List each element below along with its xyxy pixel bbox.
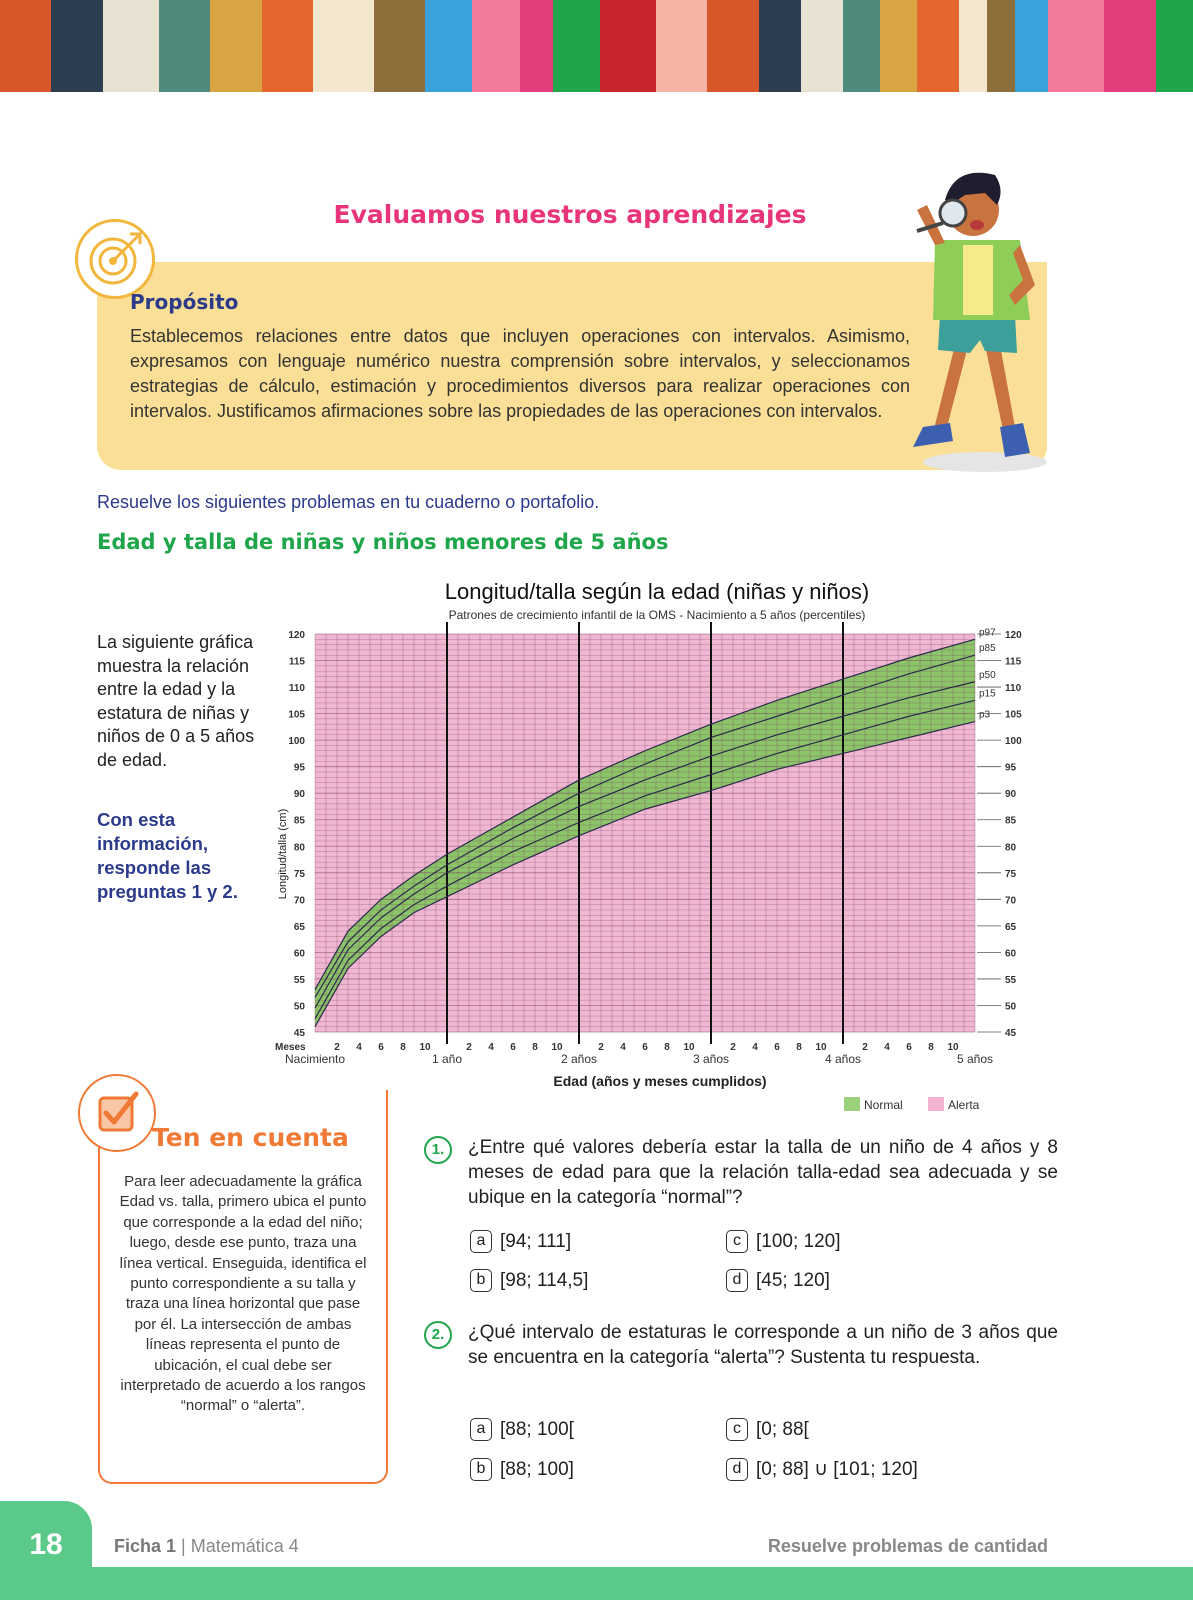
option-text: [100; 120] <box>756 1230 841 1252</box>
x-year-label: 4 años <box>824 1052 862 1066</box>
banner-stripe <box>1156 0 1193 92</box>
tip-text: Para leer adecuadamente la gráfica Edad vs. talla, primero ubica el punto que corresponde a la edad del niño; luego, desde ese punto, traza una línea vertical. Enseguida, identifica el punto correspondiente a su talla y traza una línea horizontal que pase por él. La intersección de ambas líneas representa el punto de ubicación, el cual debe ser interpretado de acuerdo a los rangos “normal” o “alerta”. <box>119 1173 367 1415</box>
banner-stripe <box>801 0 843 92</box>
percentile-label: p50 <box>979 669 996 681</box>
banner-stripe <box>51 0 102 92</box>
x-month-tick-label: 2 <box>598 1042 604 1053</box>
y-tick-label-right: 55 <box>1005 974 1017 986</box>
banner-stripe <box>553 0 600 92</box>
footer-ficha: Ficha 1 | Matemática 4 <box>114 1536 299 1556</box>
x-month-tick-label: 10 <box>683 1042 695 1053</box>
banner-stripe <box>759 0 801 92</box>
x-month-tick-label: 4 <box>752 1042 758 1053</box>
y-tick-label-left: 50 <box>293 1001 305 1013</box>
x-year-label: Nacimiento <box>284 1052 346 1066</box>
banner-stripe <box>917 0 959 92</box>
x-month-tick-label: 2 <box>334 1042 340 1053</box>
q2-option-d[interactable] <box>726 1458 918 1481</box>
y-tick-label-left: 120 <box>288 630 305 641</box>
option-text: [88; 100] <box>500 1458 574 1480</box>
y-tick-label-left: 65 <box>293 921 305 933</box>
banner-stripe <box>600 0 656 92</box>
option-text: [0; 88[ <box>756 1418 809 1440</box>
growth-chart <box>255 572 1045 1120</box>
question-2-text: ¿Qué intervalo de estaturas le corresponde a un niño de 3 años que se encuentra en la categoría “alerta”? Sustenta tu respuesta. <box>468 1322 1058 1368</box>
intro-paragraph: La siguiente gráfica muestra la relación entre la edad y la estatura de niñas y niños de 0 a 5 años de edad. <box>97 632 255 770</box>
kid-with-magnifier-illustration <box>905 165 1055 485</box>
banner-stripe <box>425 0 472 92</box>
chart-subtitle: Patrones de crecimiento infantil de la OMS - Nacimiento a 5 años (percentiles) <box>448 608 866 622</box>
x-month-tick-label: 10 <box>947 1042 959 1053</box>
x-month-tick-label: 8 <box>928 1042 934 1053</box>
banner-stripe <box>103 0 159 92</box>
y-tick-label-left: 100 <box>288 736 305 748</box>
footer-ficha-label: Ficha 1 <box>114 1536 177 1556</box>
footer-band <box>0 1567 1193 1600</box>
footer-competence: Resuelve problemas de cantidad <box>767 1536 1048 1556</box>
intro-prompt: Con esta información, responde las preguntas 1 y 2. <box>97 809 238 902</box>
x-month-tick-label: 4 <box>356 1042 362 1053</box>
y-tick-label-right: 115 <box>1005 656 1022 668</box>
option-text: [88; 100[ <box>500 1418 574 1440</box>
x-axis-label: Edad (años y meses cumplidos) <box>553 1073 767 1089</box>
page-title: Evaluamos nuestros aprendizajes <box>333 200 807 229</box>
x-month-tick-label: 8 <box>532 1042 538 1053</box>
section-title: Edad y talla de niñas y niños menores de 5 años <box>97 530 669 554</box>
q1-option-d[interactable] <box>726 1269 830 1292</box>
chart-title: Longitud/talla según la edad (niñas y niños) <box>444 579 870 604</box>
x-month-tick-label: 8 <box>400 1042 406 1053</box>
y-tick-label-right: 60 <box>1005 948 1017 960</box>
option-letter: d <box>726 1458 748 1481</box>
x-year-label: 2 años <box>560 1052 598 1066</box>
x-year-label: 3 años <box>692 1052 730 1066</box>
banner-stripe <box>262 0 313 92</box>
y-tick-label-left: 110 <box>288 683 305 695</box>
banner-stripe <box>1048 0 1104 92</box>
tip-title: Ten en cuenta <box>152 1123 349 1152</box>
option-text: [0; 88] ∪ [101; 120] <box>756 1459 918 1480</box>
x-year-label: 1 año <box>431 1052 463 1066</box>
x-month-tick-label: 2 <box>730 1042 736 1053</box>
y-tick-label-left: 45 <box>293 1028 305 1039</box>
x-month-tick-label: 10 <box>419 1042 431 1053</box>
banner-stripe <box>374 0 425 92</box>
x-year-label: 5 años <box>956 1052 994 1066</box>
option-letter: d <box>726 1269 748 1292</box>
x-month-tick-label: 4 <box>884 1042 890 1053</box>
x-month-tick-label: 8 <box>796 1042 802 1053</box>
y-tick-label-left: 75 <box>293 868 305 880</box>
option-text: [94; 111] <box>500 1230 572 1252</box>
banner-stripe <box>472 0 521 92</box>
y-tick-label-right: 95 <box>1005 762 1017 774</box>
legend-swatch-normal <box>844 1097 860 1111</box>
q2-option-b[interactable] <box>470 1458 574 1481</box>
banner-stripe <box>210 0 261 92</box>
x-month-tick-label: 2 <box>466 1042 472 1053</box>
banner-stripe <box>656 0 707 92</box>
percentile-label: p97 <box>979 627 996 639</box>
y-tick-label-left: 85 <box>293 815 305 827</box>
q1-option-a[interactable] <box>470 1230 571 1253</box>
x-month-tick-label: 6 <box>906 1042 912 1053</box>
banner-stripe <box>843 0 880 92</box>
legend-swatch-alerta <box>928 1097 944 1111</box>
y-tick-label-left: 105 <box>288 709 305 721</box>
y-tick-label-right: 65 <box>1005 921 1017 933</box>
legend-label-alerta: Alerta <box>948 1098 980 1112</box>
banner-stripe <box>959 0 987 92</box>
x-months-label: Meses <box>275 1042 306 1053</box>
y-tick-label-left: 70 <box>293 895 305 907</box>
y-tick-label-left: 80 <box>293 842 305 854</box>
footer-subject: Matemática 4 <box>190 1536 299 1556</box>
x-month-tick-label: 6 <box>378 1042 384 1053</box>
y-tick-label-right: 105 <box>1005 709 1022 721</box>
y-tick-label-left: 95 <box>293 762 305 774</box>
banner-stripe <box>707 0 758 92</box>
banner-stripe <box>159 0 210 92</box>
x-month-tick-label: 6 <box>642 1042 648 1053</box>
y-tick-label-right: 70 <box>1005 895 1017 907</box>
x-month-tick-label: 4 <box>620 1042 626 1053</box>
x-month-tick-label: 6 <box>510 1042 516 1053</box>
y-axis-label: Longitud/talla (cm) <box>277 808 289 900</box>
purpose-heading: Propósito <box>130 290 239 314</box>
option-text: [98; 114,5] <box>500 1269 589 1291</box>
option-letter: a <box>470 1230 492 1253</box>
option-text: [45; 120] <box>756 1269 830 1291</box>
y-tick-label-right: 75 <box>1005 868 1017 880</box>
banner-stripe <box>880 0 917 92</box>
percentile-label: p15 <box>979 688 996 700</box>
x-month-tick-label: 10 <box>551 1042 563 1053</box>
purpose-text: Establecemos relaciones entre datos que incluyen operaciones con intervalos. Asimismo, expresamos con lenguaje numérico nuestra comprensión sobre intervalos, y seleccionamos estrategias de cálculo, estimación y procedimientos diversos para realizar operaciones con intervalos. Justificamos afirmaciones sobre las propiedades de las operaciones con intervalos. <box>130 326 910 421</box>
y-tick-label-left: 90 <box>293 789 305 801</box>
checklist-icon <box>78 1074 156 1152</box>
y-tick-label-right: 90 <box>1005 789 1017 801</box>
option-letter: a <box>470 1418 492 1441</box>
banner-stripe <box>0 0 51 92</box>
q1-option-c[interactable] <box>726 1230 841 1253</box>
question-1-text: ¿Entre qué valores debería estar la talla de un niño de 4 años y 8 meses de edad para que la relación talla-edad sea adecuada y se ubique en la categoría “normal”? <box>468 1137 1058 1208</box>
y-tick-label-right: 110 <box>1005 683 1022 695</box>
decorative-banner <box>0 0 1193 92</box>
banner-stripe <box>1104 0 1155 92</box>
q2-option-a[interactable] <box>470 1418 574 1441</box>
x-month-tick-label: 6 <box>774 1042 780 1053</box>
question-1-number: 1. <box>424 1136 452 1164</box>
x-month-tick-label: 2 <box>862 1042 868 1053</box>
y-tick-label-right: 100 <box>1005 736 1022 748</box>
instructions-text: Resuelve los siguientes problemas en tu cuaderno o portafolio. <box>97 492 600 512</box>
target-icon <box>75 219 155 299</box>
y-tick-label-right: 120 <box>1005 630 1022 641</box>
banner-stripe <box>987 0 1015 92</box>
option-letter: c <box>726 1418 748 1441</box>
percentile-label: p3 <box>979 709 991 721</box>
x-month-tick-label: 4 <box>488 1042 494 1053</box>
y-tick-label-right: 50 <box>1005 1001 1017 1013</box>
legend-label-normal: Normal <box>864 1098 903 1112</box>
q2-option-c[interactable] <box>726 1418 809 1441</box>
question-2-number: 2. <box>424 1321 452 1349</box>
y-tick-label-left: 115 <box>288 656 305 668</box>
y-tick-label-right: 80 <box>1005 842 1017 854</box>
y-tick-label-left: 55 <box>293 974 305 986</box>
percentile-label: p85 <box>979 643 996 655</box>
x-month-tick-label: 8 <box>664 1042 670 1053</box>
y-tick-label-left: 60 <box>293 948 305 960</box>
option-letter: b <box>470 1269 492 1292</box>
banner-stripe <box>1015 0 1048 92</box>
banner-stripe <box>520 0 553 92</box>
option-letter: c <box>726 1230 748 1253</box>
page-number: 18 <box>29 1528 63 1561</box>
q1-option-b[interactable] <box>470 1269 588 1292</box>
x-month-tick-label: 10 <box>815 1042 827 1053</box>
option-letter: b <box>470 1458 492 1481</box>
y-tick-label-right: 85 <box>1005 815 1017 827</box>
y-tick-label-right: 45 <box>1005 1028 1017 1039</box>
banner-stripe <box>313 0 374 92</box>
